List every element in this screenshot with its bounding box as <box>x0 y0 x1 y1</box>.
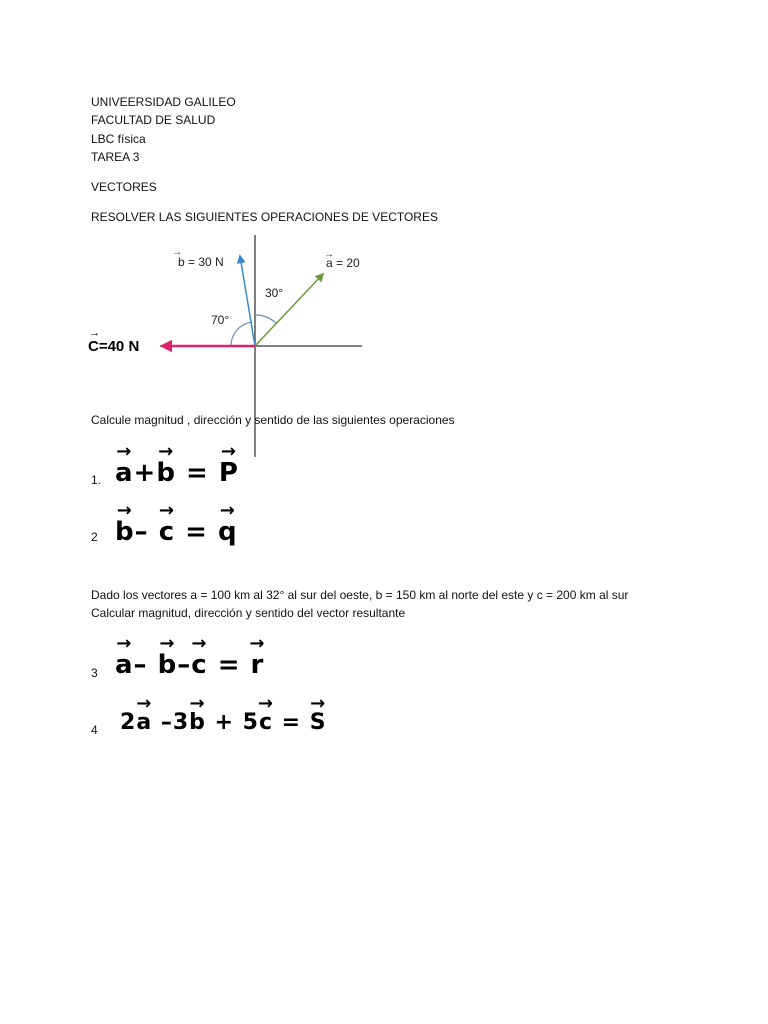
item4-vector-c: → c <box>259 710 273 735</box>
item2-vector-b: → b <box>115 517 135 547</box>
item3-op1: – <box>133 650 158 680</box>
angle-arc-b <box>231 322 252 346</box>
vector-b-label: b = 30 N <box>178 255 224 269</box>
item4-coef-c: + 5 <box>205 710 259 735</box>
vector-c-label-arrow: → <box>89 327 100 339</box>
angle-a-label: 30° <box>265 286 284 300</box>
vector-a-label: a = 20 <box>326 256 360 270</box>
item1-equals: = <box>175 458 219 488</box>
item3-op2: – <box>177 650 192 680</box>
course-name: LBC física <box>91 132 146 146</box>
item2-vector-c: → c <box>159 517 175 547</box>
item3-vector-b: → b <box>158 650 178 680</box>
vector-c-label: C=40 N <box>88 338 140 355</box>
angle-arc-a <box>255 315 276 323</box>
item1-op1: + <box>133 458 157 488</box>
item4-coef-a: 2 <box>120 710 137 735</box>
item2-number: 2 <box>91 530 98 544</box>
university-name: UNIVEERSIDAD GALILEO <box>91 95 236 109</box>
assignment-title: TAREA 3 <box>91 150 140 164</box>
item3-vector-a: → a <box>115 650 134 680</box>
item1-expression <box>115 458 239 488</box>
item3-expression <box>115 650 264 680</box>
item1-vector-a: → a <box>115 458 134 488</box>
item2-op1: – <box>134 517 159 547</box>
item4-vector-a: → a <box>136 710 152 735</box>
item3-number: 3 <box>91 666 98 680</box>
instruction-text: RESOLVER LAS SIGUIENTES OPERACIONES DE VECTORES <box>91 210 438 224</box>
item4-vector-s: → S <box>310 710 327 735</box>
topic-title: VECTORES <box>91 180 157 194</box>
item2-vector-q: → q <box>218 517 238 547</box>
section2-prompt-line1: Dado los vectores a = 100 km al 32° al sur del oeste, b = 150 km al norte del este y c = 200 km al sur <box>91 588 629 602</box>
item2-expression <box>115 517 238 547</box>
item3-equals: = <box>207 650 251 680</box>
item4-equals: = <box>273 710 310 735</box>
item2-equals: = <box>175 517 218 547</box>
item4-vector-b: → b <box>189 710 206 735</box>
item1-number: 1. <box>91 473 102 487</box>
section2-prompt-line2: Calcular magnitud, dirección y sentido del vector resultante <box>91 606 406 620</box>
item4-expression <box>120 710 327 735</box>
section1-prompt: Calcule magnitud , dirección y sentido de las siguientes operaciones <box>91 413 455 427</box>
vector-a-label-arrow: → <box>324 249 334 260</box>
vector-b-label-arrow: → <box>172 247 182 258</box>
item4-coef-b: –3 <box>152 710 190 735</box>
item3-vector-c: → c <box>191 650 207 680</box>
vector-b-arrow <box>240 256 255 346</box>
item3-vector-r: → r <box>251 650 265 680</box>
item1-vector-b: → b <box>156 458 176 488</box>
faculty-name: FACULTAD DE SALUD <box>91 113 216 127</box>
vector-a-arrow <box>255 274 323 346</box>
angle-b-label: 70° <box>211 313 230 327</box>
item1-vector-p: → P <box>219 458 239 488</box>
item4-number: 4 <box>91 723 98 737</box>
